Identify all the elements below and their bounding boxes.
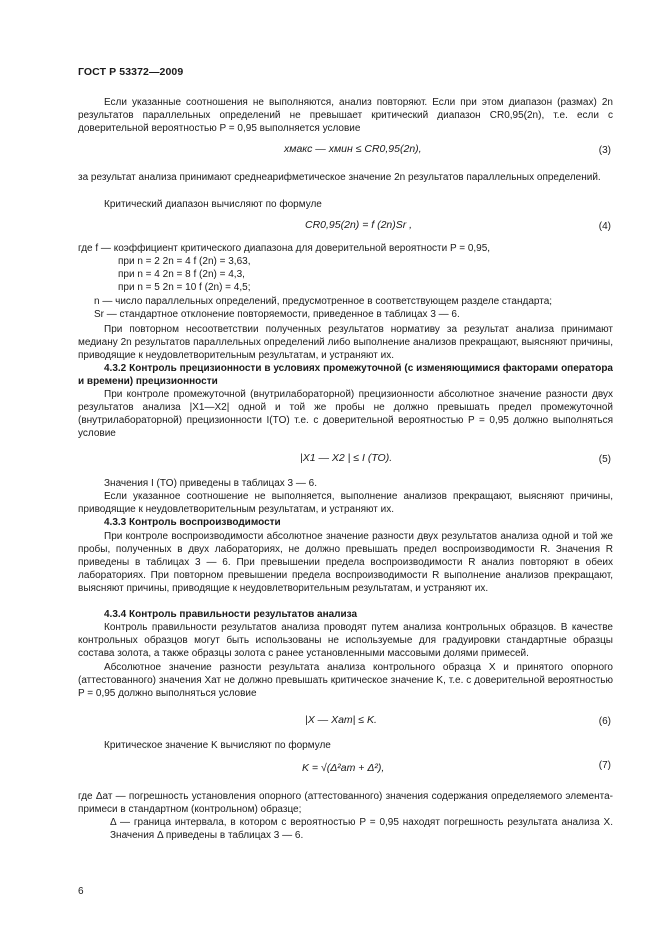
paragraph-mean-result: за результат анализа принимают среднеарифметическое значение 2n результатов параллельных определений. bbox=[78, 172, 601, 183]
paragraph-critical-range-intro: Критический диапазон вычисляют по формуле bbox=[104, 199, 322, 210]
definition-sr: Sr — стандартное отклонение повторяемости, приведенное в таблицах 3 — 6. bbox=[94, 309, 460, 320]
paragraph-not-met: Если указанное соотношение не выполняется, выполнение анализов прекращают, выясняют причины, приводящие к неудовлетворительным результатам, и устраняют их. bbox=[78, 491, 613, 515]
equation-3-number: (3) bbox=[598, 145, 611, 156]
f-value-row: при n = 4 2n = 8 f (2n) = 4,3, bbox=[118, 269, 245, 280]
equation-4: CR0,95(2n) = f (2n)Sr , bbox=[305, 219, 413, 231]
section-4-3-4-heading: 4.3.4 Контроль правильности результатов анализа bbox=[104, 609, 358, 620]
paragraph-repeat-condition: Если указанные соотношения не выполняются, анализ повторяют. Если при этом диапазон (размах) 2n результатов параллельных определений не превышает критический диапазон CR0,95(2n), т.е. если с доверительной вероятностью P = 0,95 выполняется условие bbox=[78, 97, 613, 134]
page-number: 6 bbox=[78, 886, 84, 897]
equation-7-number: (7) bbox=[598, 760, 611, 771]
paragraph-repeated-mismatch: При повторном несоответствии полученных результатов нормативу за результат анализа принимают медиану 2n результатов параллельных определений либо выполнение анализов прекращают, выясняют причины, приводящие к неудовлетворительным результатам, и устраняют их. bbox=[78, 324, 613, 361]
definition-delta-at: где Δат — погрешность установления опорного (аттестованного) значения содержания определяемого элемента-примеси в стандартном (контрольном) образце; bbox=[78, 791, 613, 815]
document-header: ГОСТ Р 53372—2009 bbox=[78, 66, 184, 78]
equation-6-number: (6) bbox=[598, 716, 611, 727]
paragraph-reproducibility: При контроле воспроизводимости абсолютное значение разности двух результатов анализа одной и той же пробы, полученных в двух лабораториях, не должно превышать предел воспроизводимости R. Значения R приведены в таблицах 3 — 6. При превышении предела воспроизводимости R анализ повторяют в обеих лабораториях. При повторном превышении предела воспроизводимости R выполнение анализов прекращают, выясняют причины, приводящие к неудовлетворительным результатам, и устраняют их. bbox=[78, 531, 613, 594]
equation-4-number: (4) bbox=[598, 221, 611, 232]
section-4-3-3-heading: 4.3.3 Контроль воспроизводимости bbox=[104, 517, 281, 528]
equation-3: xмакс — xмин ≤ CR0,95(2n), bbox=[284, 143, 422, 155]
equation-5-number: (5) bbox=[598, 454, 611, 465]
equation-5: |X1 — X2 | ≤ I (TO). bbox=[300, 452, 393, 464]
paragraph-control-samples: Контроль правильности результатов анализа проводят путем анализа контрольных образцов. В качестве контрольных образцов могут быть использованы не используемые для градуировки стандартные образцы состава золота, а также образцы золота с ранее установленными массовыми долями примесей. bbox=[78, 622, 613, 659]
paragraph-values-i-to: Значения I (TO) приведены в таблицах 3 — 6. bbox=[104, 478, 318, 489]
section-4-3-2-heading: 4.3.2 Контроль прецизионности в условиях промежуточной (с изменяющимися факторами оператора и времени) прецизионности bbox=[78, 363, 613, 387]
definition-delta: Δ — граница интервала, в котором с вероятностью P = 0,95 находят погрешность результата анализа X. Значения Δ приведены в таблицах 3 — 6. bbox=[110, 817, 613, 841]
paragraph-critical-k-intro: Критическое значение K вычисляют по формуле bbox=[104, 740, 331, 751]
definition-n: n — число параллельных определений, предусмотренное в соответствующем разделе стандарта; bbox=[94, 296, 553, 307]
paragraph-intermediate-precision: При контроле промежуточной (внутрилабораторной) прецизионности абсолютное значение разности двух результатов анализа |X1—X2| одной и той же пробы не должно превышать предел промежуточной (внутрилабораторной) прецизионности I(TO) т.е. с доверительной вероятностью P = 0,95 должно выполняться условие bbox=[78, 389, 613, 439]
equation-6: |X — Xат| ≤ K. bbox=[305, 714, 377, 726]
f-value-row: при n = 5 2n = 10 f (2n) = 4,5; bbox=[118, 282, 251, 293]
paragraph-coefficient-f: где f — коэффициент критического диапазона для доверительной вероятности P = 0,95, bbox=[78, 243, 491, 254]
equation-7: K = √(Δ²ат + Δ²), bbox=[302, 762, 385, 774]
f-value-row: при n = 2 2n = 4 f (2n) = 3,63, bbox=[118, 256, 251, 267]
paragraph-reference-value: Абсолютное значение разности результата анализа контрольного образца X и принятого опорного (аттестованного) значения Xат не должно превышать критическое значение K, т.е. с доверительной вероятностью P = 0,95 должно выполняться условие bbox=[78, 662, 613, 699]
